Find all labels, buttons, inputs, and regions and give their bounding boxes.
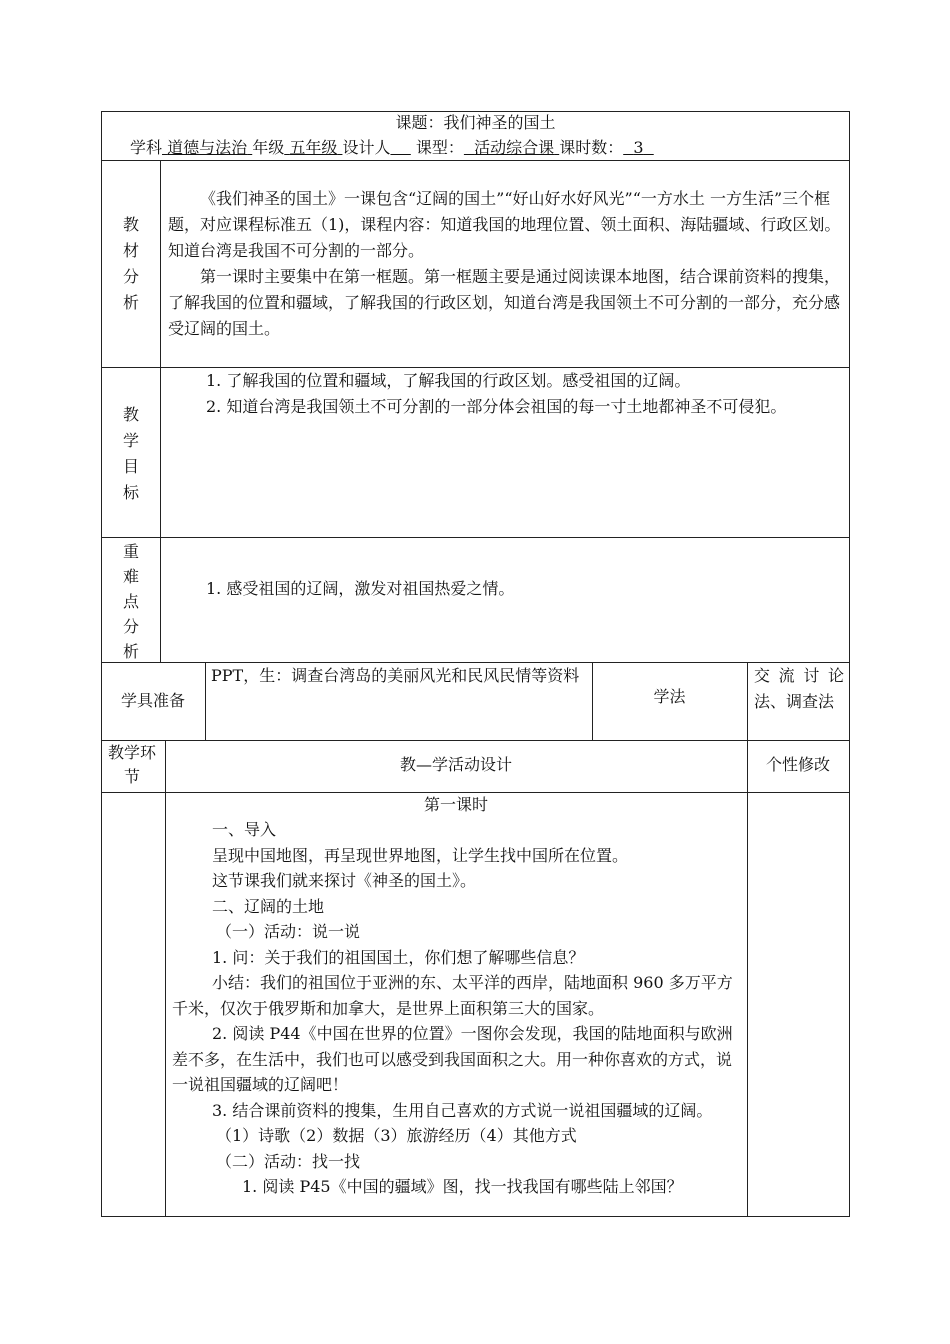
key-label-char: 重 bbox=[122, 542, 139, 561]
column-header-activity: 教—学活动设计 bbox=[399, 755, 512, 774]
lesson-title: 第一课时 bbox=[423, 795, 488, 814]
key-points-content bbox=[206, 576, 846, 602]
border-label-col bbox=[160, 160, 161, 663]
lesson-line: （1）诗歌（2）数据（3）旅游经历（4）其他方式 bbox=[216, 1126, 577, 1145]
material-paragraph-2: 第一课时主要集中在第一框题。第一框题主要是通过阅读课本地图，结合课前资料的搜集，了解我国的位置和疆域，了解我国的行政区划，知道台湾是我国领土不可分割的一部分，充分感受辽阔的国土。 bbox=[168, 267, 841, 338]
material-paragraph-1: 《我们神圣的国土》一课包含“辽阔的国土”“好山好水好风光”“一方水土 一方生活”三个框题，对应课程标准五（1)，课程内容：知道我国的地理位置、领土面积、海陆疆域、行政区划。知道台湾是我国不可分割的一部分。 bbox=[168, 189, 841, 260]
goals-label-char: 目 bbox=[122, 457, 139, 476]
hours-label: 课时数： bbox=[559, 138, 624, 157]
method-value: 交流讨论法、调查法 bbox=[754, 666, 844, 711]
lesson-line: 二、辽阔的土地 bbox=[212, 896, 325, 916]
key-label-char: 分 bbox=[122, 617, 139, 636]
lesson-line: 一、导入 bbox=[212, 820, 277, 839]
border-header-bottom bbox=[101, 160, 850, 161]
border-goals-bottom bbox=[101, 537, 850, 538]
material-label-char: 析 bbox=[122, 293, 139, 312]
subject-label: 学科 bbox=[130, 138, 163, 157]
key-label-char: 点 bbox=[122, 592, 139, 611]
column-header-stage: 教学环节 bbox=[107, 743, 156, 786]
type-label: 课型： bbox=[415, 138, 464, 157]
subject-value: 道德与法治 bbox=[167, 138, 248, 157]
border-prep-1 bbox=[205, 662, 206, 741]
page-title: 课题：我们神圣的国土 bbox=[395, 113, 556, 132]
method-label: 学法 bbox=[653, 687, 686, 706]
border-bottom bbox=[101, 1216, 850, 1217]
material-content bbox=[168, 186, 844, 342]
designer-label: 设计人 bbox=[342, 138, 391, 157]
goals-content bbox=[168, 368, 846, 420]
lesson-line: （一）活动：说一说 bbox=[216, 922, 361, 941]
lesson-line: 这节课我们就来探讨《神圣的国土》。 bbox=[212, 871, 477, 890]
grade-value: 五年级 bbox=[289, 138, 338, 157]
goal-item-2: 2. 知道台湾是我国领土不可分割的一部分体会祖国的每一寸土地都神圣不可侵犯。 bbox=[206, 397, 787, 416]
lesson-line: 3. 结合课前资料的搜集，生用自己喜欢的方式说一说祖国疆域的辽阔。 bbox=[212, 1100, 713, 1120]
goals-label bbox=[103, 402, 159, 506]
lesson-line: 1. 问：关于我们的祖国国土，你们想了解哪些信息？ bbox=[212, 947, 585, 967]
border-prep-3 bbox=[747, 662, 748, 741]
designer-value bbox=[390, 138, 410, 157]
key-label-char: 难 bbox=[122, 567, 139, 586]
material-label bbox=[103, 212, 159, 316]
lesson-line: 呈现中国地图，再呈现世界地图，让学生找中国所在位置。 bbox=[212, 845, 629, 865]
border-col-2 bbox=[747, 740, 748, 1217]
lesson-line: （二）活动：找一找 bbox=[216, 1151, 361, 1171]
border-left bbox=[101, 111, 102, 1217]
lesson-content bbox=[172, 817, 744, 1200]
lesson-line: 1. 阅读 P45《中国的疆域》图，找一找我国有哪些陆上邻国？ bbox=[242, 1177, 683, 1196]
material-label-char: 分 bbox=[122, 267, 139, 286]
key-label-char: 析 bbox=[122, 642, 139, 661]
prep-value: PPT，生：调查台湾岛的美丽风光和民风民情等资料 bbox=[211, 666, 580, 685]
column-header-revision: 个性修改 bbox=[765, 755, 830, 774]
material-label-char: 材 bbox=[122, 241, 139, 260]
hours-value: 3 bbox=[633, 138, 644, 157]
key-point-1: 1. 感受祖国的辽阔，激发对祖国热爱之情。 bbox=[206, 579, 515, 598]
goals-label-char: 教 bbox=[122, 405, 139, 424]
goal-item-1: 1. 了解我国的位置和疆域，了解我国的行政区划。感受祖国的辽阔。 bbox=[206, 371, 691, 390]
goals-label-char: 学 bbox=[122, 431, 139, 450]
header-meta-row bbox=[130, 136, 850, 160]
type-value: 活动综合课 bbox=[474, 138, 555, 157]
grade-label: 年级 bbox=[252, 138, 285, 157]
lesson-line: 2. 阅读 P44《中国在世界的位置》一图你会发现，我国的陆地面积与欧洲差不多，在生活中，我们也可以感受到我国面积之大。用一种你喜欢的方式，说一说祖国疆域的辽阔吧！ bbox=[172, 1024, 733, 1094]
border-right bbox=[849, 111, 850, 1217]
border-prep-bottom bbox=[101, 740, 850, 741]
key-points-label bbox=[103, 539, 159, 664]
material-label-char: 教 bbox=[122, 215, 139, 234]
goals-label-char: 标 bbox=[122, 483, 139, 502]
prep-label: 学具准备 bbox=[120, 691, 185, 710]
lesson-line: 小结：我们的祖国位于亚洲的东、太平洋的西岸，陆地面积 960 多万平方千米，仅次于俄罗斯和加拿大，是世界上面积第三大的国家。 bbox=[172, 973, 733, 1018]
